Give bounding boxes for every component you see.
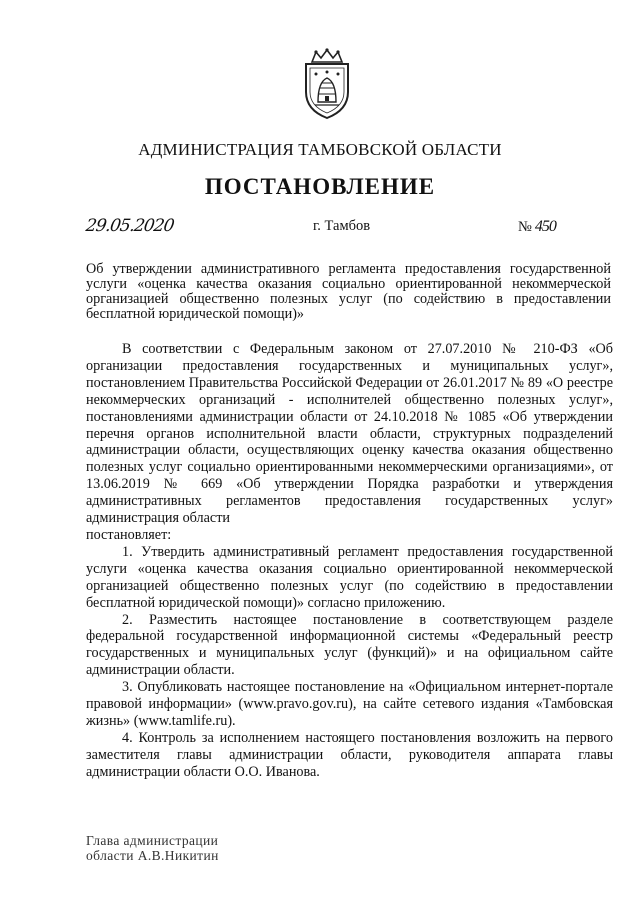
signature-line-position: Глава администрации — [86, 833, 219, 848]
organization-name: АДМИНИСТРАЦИЯ ТАМБОВСКОЙ ОБЛАСТИ — [138, 140, 502, 159]
document-city: г. Тамбов — [313, 218, 371, 234]
document-title: ПОСТАНОВЛЕНИЕ — [204, 174, 436, 199]
decree-item-2: 2. Разместить настоящее постановление в соответствующем разделе федеральной государственной информационной системы «Федеральный реестр государственных и муниципальных услуг (функций)» и на официальном сайте администрации области. — [86, 611, 613, 679]
decree-item-4: 4. Контроль за исполнением настоящего постановления возложить на первого заместителя главы администрации области, руководителя аппарата главы администрации области О.О. Иванова. — [86, 729, 613, 780]
document-subject: Об утверждении административного регламента предоставления государственной услуги «оценка качества оказания социально ориентированной некоммерческой организацией общественно полезных услуг (по содействию в предоставлении бесплатной юридической помощи)» — [86, 261, 611, 322]
number-prefix: № — [518, 219, 532, 235]
signature-line-name: области А.В.Никитин — [86, 848, 219, 863]
coat-of-arms-icon — [298, 48, 356, 120]
signature-block — [86, 833, 219, 863]
decree-item-1: 1. Утвердить административный регламент предоставления государственной услуги «оценка качества оказания социально ориентированной некоммерческой организацией общественно полезных услуг (по содействию в предоставлении бесплатной юридической помощи)» согласно приложению. — [86, 543, 613, 611]
document-body — [86, 341, 613, 781]
document-date: 29.05.2020 — [84, 216, 175, 236]
number-value: 450 — [534, 218, 556, 235]
decree-word: постановляет: — [86, 526, 172, 543]
document-number — [518, 218, 556, 236]
decree-item-3: 3. Опубликовать настоящее постановление на «Официальном интернет-портале правовой информации» (www.pravo.gov.ru), на сайте сетевого издания «Тамбовская жизнь» (www.tamlife.ru). — [86, 679, 613, 729]
preamble-paragraph: В соответствии с Федеральным законом от 27.07.2010 № 210-ФЗ «Об организации предоставления государственных и муниципальных услуг», постановлением Правительства Российской Федерации от 26.01.2017 № 89 «О реестре некоммерческих организаций - исполнителей общественно полезных услуг», постановлениями администрации области от 24.10.2018 № 1085 «Об утверждении перечня органов исполнительной власти области, структурных подразделений администрации области, осуществляющих оценку качества оказания общественно полезных услуг социально ориентированными некоммерческими организациями», от 13.06.2019 № 669 «Об утверждении Порядка разработки и утверждения административных регламентов предоставления государственных услуг» администрация области — [86, 341, 613, 527]
